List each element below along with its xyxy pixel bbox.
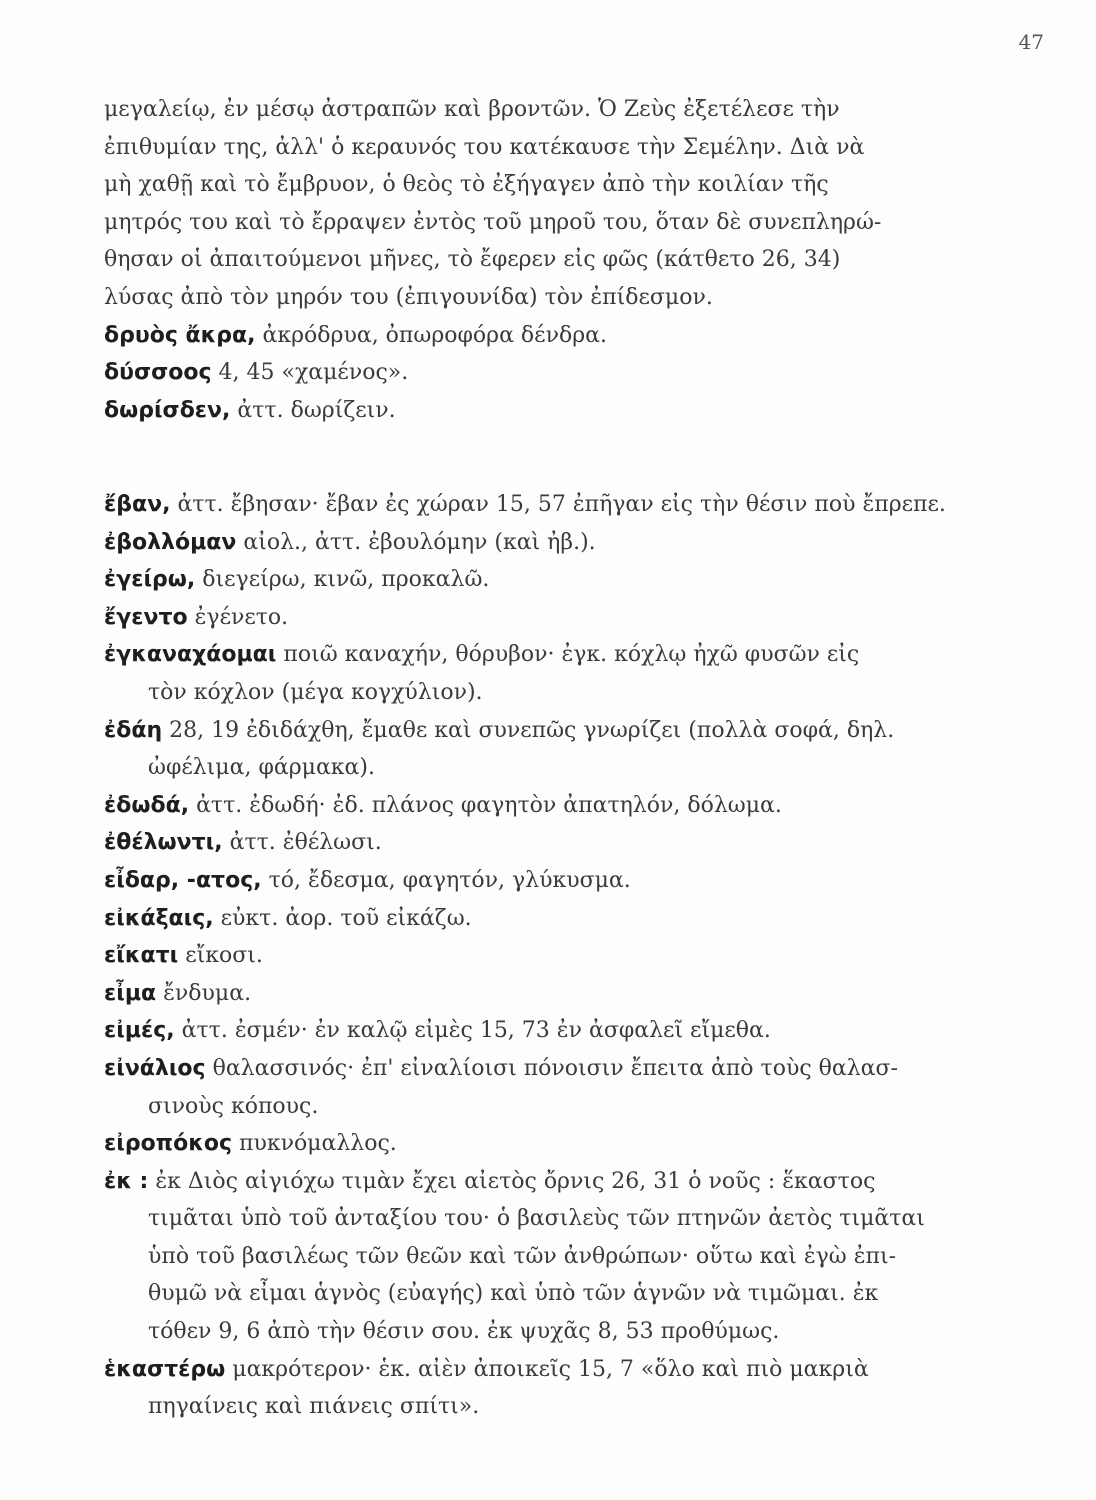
entry-first-line	[104, 392, 956, 430]
entry-definition: πηγαίνεις καὶ πιάνεις σπίτι».	[148, 1394, 480, 1420]
dictionary-entry	[104, 824, 956, 862]
entry-first-line	[104, 486, 956, 524]
entry-lemma: εἰκάξαις,	[104, 905, 214, 931]
continuation-paragraph	[104, 91, 956, 317]
entry-lemma: εἴκατι	[104, 943, 179, 969]
entry-first-line	[104, 1163, 956, 1201]
entry-lemma: εἶμα	[104, 980, 157, 1006]
entry-lemma: ἔβαν,	[104, 492, 171, 517]
entry-first-line	[104, 975, 956, 1013]
entry-lemma: δωρίσδεν,	[104, 397, 231, 423]
entry-first-line	[104, 317, 956, 355]
entry-lemma: εἰμές,	[104, 1018, 175, 1044]
entry-definition: ἀττ. δωρίζειν.	[237, 397, 396, 423]
continuation-line: μητρός του καὶ τὸ ἔρραψεν ἐντὸς τοῦ μηροῦ του, ὅταν δὲ συνεπληρώ-	[104, 209, 882, 235]
entry-first-line	[104, 1012, 956, 1050]
dictionary-entry	[104, 486, 956, 524]
dictionary-entry	[104, 1050, 956, 1125]
continuation-line: μεγαλείῳ, ἐν μέσῳ ἀστραπῶν καὶ βροντῶν. Ὁ Ζεὺς ἐξετέλεσε τὴν	[104, 97, 840, 122]
entry-first-line	[104, 712, 956, 750]
entry-continuation-line	[104, 1200, 956, 1238]
entry-first-line	[104, 1125, 956, 1163]
entry-first-line	[104, 1351, 956, 1389]
dictionary-entry	[104, 561, 956, 599]
dictionary-entry	[104, 636, 956, 711]
entry-first-line	[104, 524, 956, 562]
entry-definition: 4, 45 «χαμένος».	[218, 360, 409, 386]
entry-first-line	[104, 561, 956, 599]
entry-definition: θαλασσινός· ἐπ' εἰναλίοισι πόνοισιν ἔπειτα ἀπὸ τοὺς θαλασ-	[212, 1055, 898, 1081]
entry-continuation-line	[104, 1238, 956, 1276]
entry-lemma: δρυὸς ἄκρα,	[104, 322, 256, 348]
entry-first-line	[104, 862, 956, 900]
continuation-line: λύσας ἀπὸ τὸν μηρόν του (ἐπιγουνίδα) τὸν ἐπίδεσμον.	[104, 284, 713, 310]
entry-definition: ὑπὸ τοῦ βασιλέως τῶν θεῶν καὶ τῶν ἀνθρώπων· οὕτω καὶ ἐγὼ ἐπι-	[148, 1243, 897, 1269]
dictionary-entry	[104, 1351, 956, 1426]
entry-continuation-line	[104, 1313, 956, 1351]
entry-first-line	[104, 937, 956, 975]
entry-first-line	[104, 1050, 956, 1088]
entry-first-line	[104, 824, 956, 862]
entry-first-line	[104, 900, 956, 938]
entry-first-line	[104, 787, 956, 825]
entry-continuation-line	[104, 749, 956, 787]
entry-lemma: ἐθέλωντι,	[104, 830, 223, 856]
continuation-line: θησαν οἱ ἀπαιτούμενοι μῆνες, τὸ ἔφερεν εἰς φῶς (κάτθετο 26, 34)	[104, 247, 841, 273]
entry-definition: εὐκτ. ἀορ. τοῦ εἰκάζω.	[220, 905, 472, 931]
entry-definition: τό, ἔδεσμα, φαγητόν, γλύκυσμα.	[268, 867, 631, 893]
dictionary-entry	[104, 787, 956, 825]
dictionary-entry	[104, 599, 956, 637]
entry-definition: ἀττ. ἐσμέν· ἐν καλῷ εἰμὲς 15, 73 ἐν ἀσφαλεῖ εἴμεθα.	[181, 1018, 771, 1044]
entry-definition: σινοὺς κόπους.	[148, 1093, 319, 1119]
page-number: 47	[1018, 30, 1044, 54]
entry-definition: πυκνόμαλλος.	[238, 1131, 397, 1157]
entry-definition: μακρότερον· ἑκ. αἰὲν ἀποικεῖς 15, 7 «ὅλο καὶ πιὸ μακριὰ	[232, 1356, 869, 1382]
entry-definition: τόθεν 9, 6 ἀπὸ τὴν θέσιν σου. ἐκ ψυχᾶς 8, 53 προθύμως.	[148, 1319, 780, 1345]
entry-definition: ἔνδυμα.	[163, 980, 252, 1006]
entry-continuation-line	[104, 1088, 956, 1126]
entry-definition: 28, 19 ἐδιδάχθη, ἔμαθε καὶ συνεπῶς γνωρίζει (πολλὰ σοφά, δηλ.	[169, 717, 895, 743]
entry-definition: ἀττ. ἐθέλωσι.	[229, 830, 382, 856]
entry-lemma: ἐγκαναχάομαι	[104, 642, 277, 668]
entry-first-line	[104, 636, 956, 674]
dictionary-entry	[104, 1125, 956, 1163]
dictionary-entry	[104, 712, 956, 787]
top-text-block	[104, 91, 956, 429]
dictionary-entry	[104, 862, 956, 900]
entry-first-line	[104, 599, 956, 637]
entry-definition: ἀττ. ἐδωδή· ἐδ. πλάνος φαγητὸν ἀπατηλόν, δόλωμα.	[196, 792, 782, 818]
entry-definition: ποιῶ καναχήν, θόρυβον· ἐγκ. κόχλῳ ἠχῶ φυσῶν εἰς	[283, 642, 860, 668]
entry-definition: ὠφέλιμα, φάρμακα).	[148, 755, 375, 781]
dictionary-entry	[104, 524, 956, 562]
entry-lemma: ἐδωδά,	[104, 792, 190, 818]
dictionary-entry	[104, 317, 956, 355]
entry-definition: αἰολ., ἀττ. ἐβουλόμην (καὶ ἠβ.).	[243, 529, 596, 555]
entry-definition: θυμῶ νὰ εἶμαι ἁγνὸς (εὐαγής) καὶ ὑπὸ τῶν ἁγνῶν νὰ τιμῶμαι. ἐκ	[148, 1281, 879, 1307]
entry-definition: τιμᾶται ὑπὸ τοῦ ἀνταξίου του· ὁ βασιλεὺς τῶν πτηνῶν ἀετὸς τιμᾶται	[148, 1206, 925, 1232]
dictionary-entry	[104, 1163, 956, 1351]
entry-list-top	[104, 317, 956, 430]
entry-lemma: ἐκ :	[104, 1168, 149, 1194]
entry-definition: εἴκοσι.	[185, 943, 263, 969]
entry-lemma: ἐγείρω,	[104, 567, 196, 593]
entry-continuation-line	[104, 1388, 956, 1426]
entry-lemma: ἔγεντο	[104, 604, 188, 630]
entry-lemma: ἐβολλόμαν	[104, 529, 237, 555]
entry-continuation-line	[104, 1275, 956, 1313]
entry-definition: ἀττ. ἔβησαν· ἔβαν ἐς χώραν 15, 57 ἐπῆγαν εἰς τὴν θέσιν ποὺ ἔπρεπε.	[177, 492, 946, 517]
dictionary-entry	[104, 354, 956, 392]
continuation-line: μὴ χαθῇ καὶ τὸ ἔμβρυον, ὁ θεὸς τὸ ἐξήγαγεν ἀπὸ τὴν κοιλίαν τῆς	[104, 172, 829, 198]
dictionary-entry	[104, 1012, 956, 1050]
entry-lemma: ἐδάη	[104, 717, 163, 743]
entry-lemma: ἑκαστέρω	[104, 1356, 226, 1382]
entry-first-line	[104, 354, 956, 392]
entry-lemma: δύσσοος	[104, 360, 212, 386]
entry-list-bottom	[104, 486, 956, 1426]
entry-lemma: εἰροπόκος	[104, 1131, 232, 1157]
entry-definition: ἐκ Διὸς αἰγιόχω τιμὰν ἔχει αἰετὸς ὄρνις 26, 31 ὁ νοῦς : ἕκαστος	[155, 1168, 876, 1194]
entry-lemma: εἶδαρ, -ατος,	[104, 867, 262, 893]
dictionary-entry	[104, 392, 956, 430]
entry-definition: τὸν κόχλον (μέγα κογχύλιον).	[148, 679, 483, 705]
entry-definition: ἀκρόδρυα, ὀπωροφόρα δένδρα.	[262, 322, 607, 348]
entry-lemma: εἰνάλιος	[104, 1055, 206, 1081]
entry-definition: ἐγένετο.	[194, 604, 289, 630]
entry-continuation-line	[104, 674, 956, 712]
entry-definition: διεγείρω, κινῶ, προκαλῶ.	[202, 567, 490, 593]
dictionary-entry	[104, 975, 956, 1013]
continuation-line: ἐπιθυμίαν της, ἀλλ' ὁ κεραυνός του κατέκαυσε τὴν Σεμέλην. Διὰ νὰ	[104, 134, 865, 160]
dictionary-entry	[104, 900, 956, 938]
dictionary-entry	[104, 937, 956, 975]
